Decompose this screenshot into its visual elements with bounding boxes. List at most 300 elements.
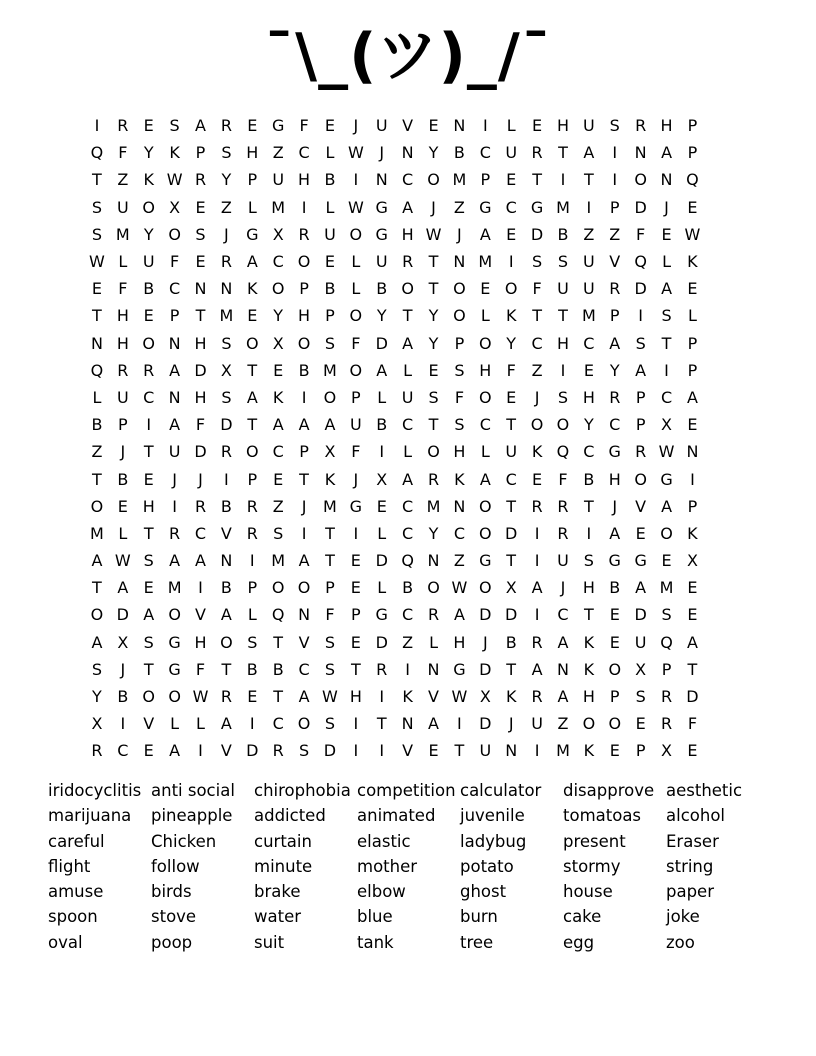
grid-letter[interactable]: L <box>351 279 361 299</box>
grid-letter[interactable]: S <box>532 252 543 272</box>
grid-letter[interactable]: O <box>349 360 363 380</box>
grid-letter[interactable]: R <box>272 741 284 761</box>
grid-letter[interactable]: X <box>169 197 181 217</box>
grid-letter[interactable]: S <box>454 360 465 380</box>
grid-letter[interactable]: O <box>504 279 518 299</box>
grid-letter[interactable]: K <box>454 469 465 489</box>
grid-letter[interactable]: O <box>427 442 440 462</box>
grid-letter[interactable]: D <box>634 605 647 625</box>
grid-letter[interactable]: I <box>534 741 540 761</box>
grid-letter[interactable]: Z <box>609 224 621 244</box>
grid-letter[interactable]: C <box>402 496 414 516</box>
grid-letter[interactable]: Q <box>634 252 647 272</box>
grid-letter[interactable]: W <box>89 252 105 272</box>
grid-letter[interactable]: E <box>350 551 361 571</box>
grid-letter[interactable]: A <box>557 687 569 707</box>
grid-letter[interactable]: J <box>172 469 177 489</box>
grid-letter[interactable]: R <box>531 143 543 163</box>
grid-letter[interactable]: T <box>247 415 258 435</box>
grid-letter[interactable]: L <box>377 387 387 407</box>
grid-letter[interactable]: E <box>506 224 517 244</box>
grid-letter[interactable]: S <box>247 632 258 652</box>
grid-letter[interactable]: L <box>403 442 413 462</box>
grid-letter[interactable]: H <box>349 687 362 707</box>
grid-letter[interactable]: D <box>634 197 647 217</box>
grid-letter[interactable]: T <box>687 659 698 679</box>
grid-letter[interactable]: D <box>194 360 207 380</box>
grid-letter[interactable]: T <box>221 659 232 679</box>
grid-letter[interactable]: N <box>453 496 466 516</box>
grid-letter[interactable]: V <box>609 252 621 272</box>
grid-letter[interactable]: U <box>349 415 362 435</box>
grid-letter[interactable]: Q <box>90 360 104 380</box>
grid-letter[interactable]: M <box>426 496 441 516</box>
grid-letter[interactable]: F <box>506 360 516 380</box>
grid-letter[interactable]: H <box>142 496 155 516</box>
grid-letter[interactable]: W <box>347 197 364 217</box>
grid-letter[interactable]: A <box>661 279 673 299</box>
grid-letter[interactable]: Y <box>221 170 232 190</box>
grid-letter[interactable]: H <box>246 143 259 163</box>
grid-letter[interactable]: N <box>194 279 207 299</box>
grid-letter[interactable]: T <box>661 333 672 353</box>
grid-letter[interactable]: E <box>247 306 258 326</box>
grid-letter[interactable]: X <box>635 659 647 679</box>
grid-letter[interactable]: P <box>661 659 672 679</box>
grid-letter[interactable]: J <box>353 469 359 489</box>
grid-letter[interactable]: A <box>169 741 181 761</box>
grid-letter[interactable]: R <box>376 659 388 679</box>
grid-letter[interactable]: Y <box>428 143 439 163</box>
grid-letter[interactable]: A <box>402 197 414 217</box>
grid-letter[interactable]: Z <box>402 632 414 652</box>
grid-letter[interactable]: E <box>143 116 154 136</box>
grid-letter[interactable]: O <box>556 415 570 435</box>
grid-letter[interactable]: I <box>172 496 177 516</box>
grid-letter[interactable]: T <box>583 170 594 190</box>
grid-letter[interactable]: L <box>170 714 180 734</box>
grid-letter[interactable]: T <box>583 496 594 516</box>
grid-letter[interactable]: F <box>351 333 361 353</box>
grid-letter[interactable]: S <box>91 659 103 679</box>
grid-letter[interactable]: Z <box>531 360 543 380</box>
grid-letter[interactable]: E <box>635 523 646 543</box>
grid-letter[interactable]: V <box>428 687 439 707</box>
grid-letter[interactable]: F <box>454 387 465 407</box>
grid-letter[interactable]: H <box>556 116 569 136</box>
grid-letter[interactable]: Y <box>376 306 387 326</box>
grid-letter[interactable]: N <box>453 116 466 136</box>
grid-letter[interactable]: N <box>168 387 181 407</box>
grid-letter[interactable]: B <box>583 469 595 489</box>
grid-letter[interactable]: A <box>531 578 543 598</box>
grid-letter[interactable]: U <box>116 387 129 407</box>
grid-letter[interactable]: E <box>143 306 154 326</box>
grid-letter[interactable]: T <box>273 632 284 652</box>
grid-letter[interactable]: E <box>687 415 698 435</box>
grid-letter[interactable]: T <box>428 279 439 299</box>
grid-letter[interactable]: M <box>271 197 286 217</box>
grid-letter[interactable]: S <box>635 333 646 353</box>
grid-letter[interactable]: K <box>143 170 154 190</box>
grid-letter[interactable]: M <box>581 306 596 326</box>
grid-letter[interactable]: R <box>609 279 621 299</box>
grid-letter[interactable]: E <box>143 578 154 598</box>
grid-letter[interactable]: S <box>557 387 569 407</box>
grid-letter[interactable]: X <box>505 578 517 598</box>
grid-letter[interactable]: I <box>249 551 255 571</box>
grid-letter[interactable]: Y <box>583 415 594 435</box>
grid-letter[interactable]: Q <box>660 632 673 652</box>
grid-letter[interactable]: M <box>167 578 182 598</box>
grid-letter[interactable]: B <box>453 143 465 163</box>
grid-letter[interactable]: L <box>196 714 205 734</box>
grid-letter[interactable]: U <box>583 279 595 299</box>
grid-letter[interactable]: R <box>220 687 232 707</box>
grid-letter[interactable]: C <box>272 442 284 462</box>
grid-letter[interactable]: W <box>322 687 338 707</box>
grid-letter[interactable]: G <box>608 442 621 462</box>
grid-letter[interactable]: S <box>221 333 232 353</box>
grid-letter[interactable]: T <box>428 252 439 272</box>
grid-letter[interactable]: Z <box>272 143 284 163</box>
grid-letter[interactable]: P <box>609 306 620 326</box>
grid-letter[interactable]: S <box>324 333 336 353</box>
grid-letter[interactable]: H <box>116 333 129 353</box>
grid-letter[interactable]: A <box>661 143 673 163</box>
grid-letter[interactable]: I <box>534 605 540 625</box>
grid-letter[interactable]: E <box>532 469 543 489</box>
grid-letter[interactable]: I <box>301 387 307 407</box>
grid-letter[interactable]: L <box>662 252 671 272</box>
grid-letter[interactable]: E <box>583 360 594 380</box>
grid-letter[interactable]: U <box>634 632 647 652</box>
grid-letter[interactable]: I <box>379 687 385 707</box>
grid-letter[interactable]: X <box>686 551 698 571</box>
grid-letter[interactable]: E <box>687 741 698 761</box>
grid-letter[interactable]: B <box>324 170 336 190</box>
grid-letter[interactable]: D <box>634 279 647 299</box>
grid-letter[interactable]: S <box>324 659 336 679</box>
grid-letter[interactable]: B <box>376 415 388 435</box>
grid-letter[interactable]: L <box>480 442 490 462</box>
grid-letter[interactable]: U <box>505 143 518 163</box>
grid-letter[interactable]: U <box>375 116 388 136</box>
grid-letter[interactable]: R <box>557 496 569 516</box>
grid-letter[interactable]: I <box>198 741 203 761</box>
grid-letter[interactable]: A <box>143 605 155 625</box>
grid-letter[interactable]: O <box>634 469 647 489</box>
grid-letter[interactable]: R <box>91 741 103 761</box>
grid-letter[interactable]: P <box>609 687 620 707</box>
grid-letter[interactable]: C <box>557 605 569 625</box>
grid-letter[interactable]: W <box>658 442 675 462</box>
grid-letter[interactable]: F <box>170 252 180 272</box>
grid-letter[interactable]: I <box>198 578 203 598</box>
grid-letter[interactable]: H <box>582 387 595 407</box>
grid-letter[interactable]: N <box>686 442 699 462</box>
grid-letter[interactable]: W <box>451 578 468 598</box>
grid-letter[interactable]: R <box>635 116 647 136</box>
grid-letter[interactable]: L <box>351 252 361 272</box>
grid-letter[interactable]: T <box>506 496 517 516</box>
grid-letter[interactable]: E <box>480 279 491 299</box>
grid-letter[interactable]: Y <box>428 306 439 326</box>
grid-letter[interactable]: E <box>324 116 336 136</box>
grid-letter[interactable]: A <box>91 632 103 652</box>
grid-letter[interactable]: Q <box>90 143 104 163</box>
grid-letter[interactable]: A <box>531 659 543 679</box>
grid-letter[interactable]: T <box>532 170 542 190</box>
grid-letter[interactable]: R <box>609 387 621 407</box>
grid-letter[interactable]: I <box>560 170 566 190</box>
grid-letter[interactable]: A <box>402 333 414 353</box>
grid-letter[interactable]: S <box>221 387 232 407</box>
grid-letter[interactable]: C <box>609 415 621 435</box>
grid-letter[interactable]: A <box>169 415 181 435</box>
grid-letter[interactable]: T <box>583 605 594 625</box>
grid-letter[interactable]: Z <box>117 170 129 190</box>
grid-letter[interactable]: E <box>687 605 698 625</box>
grid-letter[interactable]: I <box>301 197 307 217</box>
grid-letter[interactable]: F <box>118 279 128 299</box>
grid-letter[interactable]: T <box>325 523 335 543</box>
grid-letter[interactable]: M <box>478 252 493 272</box>
grid-letter[interactable]: S <box>661 306 672 326</box>
grid-letter[interactable]: M <box>323 496 337 516</box>
grid-letter[interactable]: S <box>195 224 206 244</box>
grid-letter[interactable]: K <box>324 469 336 489</box>
grid-letter[interactable]: B <box>117 687 129 707</box>
grid-letter[interactable]: O <box>297 714 311 734</box>
grid-letter[interactable]: F <box>558 469 568 489</box>
grid-letter[interactable]: V <box>195 605 206 625</box>
grid-letter[interactable]: Z <box>453 197 465 217</box>
grid-letter[interactable]: P <box>480 170 491 190</box>
grid-letter[interactable]: B <box>376 279 388 299</box>
grid-letter[interactable]: U <box>324 224 336 244</box>
grid-letter[interactable]: P <box>687 333 698 353</box>
grid-letter[interactable]: H <box>298 306 311 326</box>
grid-letter[interactable]: S <box>143 551 154 571</box>
grid-letter[interactable]: O <box>479 523 492 543</box>
grid-letter[interactable]: K <box>583 632 595 652</box>
grid-letter[interactable]: I <box>457 714 462 734</box>
grid-letter[interactable]: E <box>350 578 361 598</box>
grid-letter[interactable]: P <box>687 496 698 516</box>
grid-letter[interactable]: E <box>635 714 646 734</box>
grid-letter[interactable]: T <box>325 551 335 571</box>
grid-letter[interactable]: K <box>505 306 517 326</box>
grid-letter[interactable]: A <box>246 387 258 407</box>
grid-letter[interactable]: K <box>272 387 284 407</box>
grid-letter[interactable]: O <box>220 632 233 652</box>
grid-letter[interactable]: C <box>298 659 310 679</box>
grid-letter[interactable]: E <box>687 578 698 598</box>
grid-letter[interactable]: S <box>454 415 465 435</box>
grid-letter[interactable]: I <box>353 170 359 190</box>
grid-letter[interactable]: K <box>531 442 543 462</box>
grid-letter[interactable]: O <box>168 687 181 707</box>
grid-letter[interactable]: Z <box>453 551 465 571</box>
grid-letter[interactable]: B <box>557 224 569 244</box>
grid-letter[interactable]: R <box>220 116 232 136</box>
grid-letter[interactable]: U <box>505 442 518 462</box>
grid-letter[interactable]: X <box>376 469 388 489</box>
grid-letter[interactable]: E <box>428 360 439 380</box>
grid-letter[interactable]: T <box>532 306 542 326</box>
grid-letter[interactable]: E <box>91 279 102 299</box>
grid-letter[interactable]: H <box>582 687 595 707</box>
grid-letter[interactable]: F <box>532 279 542 299</box>
grid-letter[interactable]: N <box>505 741 518 761</box>
grid-letter[interactable]: R <box>220 442 232 462</box>
grid-letter[interactable]: C <box>505 197 517 217</box>
grid-letter[interactable]: C <box>453 523 465 543</box>
grid-letter[interactable]: E <box>687 279 698 299</box>
grid-letter[interactable]: O <box>168 224 181 244</box>
grid-letter[interactable]: P <box>247 578 258 598</box>
grid-letter[interactable]: A <box>609 523 621 543</box>
grid-letter[interactable]: F <box>118 143 128 163</box>
grid-letter[interactable]: O <box>297 578 311 598</box>
grid-letter[interactable]: D <box>479 659 492 679</box>
grid-letter[interactable]: W <box>684 224 701 244</box>
grid-letter[interactable]: T <box>558 143 568 163</box>
grid-letter[interactable]: E <box>428 741 439 761</box>
grid-letter[interactable]: C <box>531 333 543 353</box>
grid-letter[interactable]: I <box>638 306 643 326</box>
grid-letter[interactable]: I <box>146 415 152 435</box>
grid-letter[interactable]: C <box>402 170 414 190</box>
grid-letter[interactable]: F <box>636 224 646 244</box>
grid-letter[interactable]: R <box>531 687 543 707</box>
grid-letter[interactable]: H <box>660 116 673 136</box>
grid-letter[interactable]: A <box>298 551 310 571</box>
grid-letter[interactable]: B <box>609 578 621 598</box>
grid-letter[interactable]: S <box>324 714 336 734</box>
grid-letter[interactable]: I <box>301 523 307 543</box>
grid-letter[interactable]: F <box>195 415 206 435</box>
grid-letter[interactable]: R <box>117 116 129 136</box>
grid-letter[interactable]: G <box>375 605 388 625</box>
grid-letter[interactable]: O <box>530 415 544 435</box>
grid-letter[interactable]: E <box>247 687 258 707</box>
grid-letter[interactable]: T <box>195 306 206 326</box>
grid-letter[interactable]: O <box>245 442 259 462</box>
grid-letter[interactable]: B <box>143 279 155 299</box>
grid-letter[interactable]: G <box>168 659 181 679</box>
grid-letter[interactable]: W <box>347 143 364 163</box>
grid-letter[interactable]: S <box>324 632 336 652</box>
grid-letter[interactable]: L <box>247 605 257 625</box>
grid-letter[interactable]: K <box>505 687 517 707</box>
grid-letter[interactable]: H <box>194 632 207 652</box>
grid-letter[interactable]: H <box>298 170 311 190</box>
grid-letter[interactable]: T <box>143 523 154 543</box>
grid-letter[interactable]: J <box>120 442 126 462</box>
grid-letter[interactable]: S <box>661 605 672 625</box>
grid-letter[interactable]: S <box>143 632 154 652</box>
grid-letter[interactable]: O <box>168 605 181 625</box>
grid-letter[interactable]: P <box>325 578 335 598</box>
grid-letter[interactable]: P <box>325 306 335 326</box>
grid-letter[interactable]: A <box>686 387 698 407</box>
grid-letter[interactable]: O <box>634 170 647 190</box>
grid-letter[interactable]: P <box>635 387 646 407</box>
grid-letter[interactable]: S <box>169 116 180 136</box>
grid-letter[interactable]: D <box>220 415 233 435</box>
grid-letter[interactable]: U <box>401 387 414 407</box>
grid-letter[interactable]: K <box>687 252 698 272</box>
grid-letter[interactable]: E <box>609 632 620 652</box>
grid-letter[interactable]: M <box>271 551 286 571</box>
grid-letter[interactable]: D <box>686 687 699 707</box>
grid-letter[interactable]: X <box>661 415 673 435</box>
grid-letter[interactable]: F <box>325 605 335 625</box>
grid-letter[interactable]: U <box>168 442 181 462</box>
grid-letter[interactable]: Y <box>428 333 439 353</box>
grid-letter[interactable]: R <box>117 360 129 380</box>
grid-letter[interactable]: B <box>220 496 232 516</box>
grid-letter[interactable]: L <box>377 523 387 543</box>
grid-letter[interactable]: O <box>90 605 104 625</box>
grid-letter[interactable]: R <box>169 523 181 543</box>
grid-letter[interactable]: F <box>195 659 206 679</box>
grid-letter[interactable]: J <box>560 578 566 598</box>
grid-letter[interactable]: O <box>608 714 622 734</box>
grid-letter[interactable]: P <box>687 116 698 136</box>
grid-letter[interactable]: J <box>534 387 540 407</box>
grid-letter[interactable]: B <box>272 659 284 679</box>
grid-letter[interactable]: J <box>431 197 436 217</box>
grid-letter[interactable]: N <box>375 170 388 190</box>
grid-letter[interactable]: E <box>609 741 620 761</box>
grid-letter[interactable]: M <box>90 523 104 543</box>
grid-letter[interactable]: P <box>687 360 698 380</box>
grid-letter[interactable]: X <box>324 442 336 462</box>
grid-letter[interactable]: E <box>195 252 206 272</box>
grid-letter[interactable]: O <box>479 387 492 407</box>
grid-letter[interactable]: N <box>660 170 673 190</box>
grid-letter[interactable]: A <box>661 496 673 516</box>
grid-letter[interactable]: O <box>479 578 492 598</box>
grid-letter[interactable]: E <box>661 224 672 244</box>
grid-letter[interactable]: G <box>530 197 544 217</box>
grid-letter[interactable]: A <box>557 632 569 652</box>
grid-letter[interactable]: Z <box>91 442 103 462</box>
grid-letter[interactable]: S <box>91 197 103 217</box>
grid-letter[interactable]: C <box>298 143 310 163</box>
grid-letter[interactable]: J <box>120 659 126 679</box>
grid-letter[interactable]: I <box>405 659 410 679</box>
grid-letter[interactable]: P <box>299 442 309 462</box>
grid-letter[interactable]: H <box>116 306 129 326</box>
grid-letter[interactable]: N <box>168 333 181 353</box>
grid-letter[interactable]: S <box>91 224 103 244</box>
grid-letter[interactable]: M <box>219 306 234 326</box>
grid-letter[interactable]: T <box>376 714 387 734</box>
grid-letter[interactable]: R <box>427 469 440 489</box>
grid-letter[interactable]: M <box>323 360 337 380</box>
grid-letter[interactable]: A <box>428 714 439 734</box>
grid-letter[interactable]: T <box>143 659 154 679</box>
grid-letter[interactable]: A <box>195 116 206 136</box>
grid-letter[interactable]: O <box>479 496 492 516</box>
grid-letter[interactable]: S <box>221 143 232 163</box>
grid-letter[interactable]: O <box>660 523 673 543</box>
grid-letter[interactable]: P <box>247 170 258 190</box>
